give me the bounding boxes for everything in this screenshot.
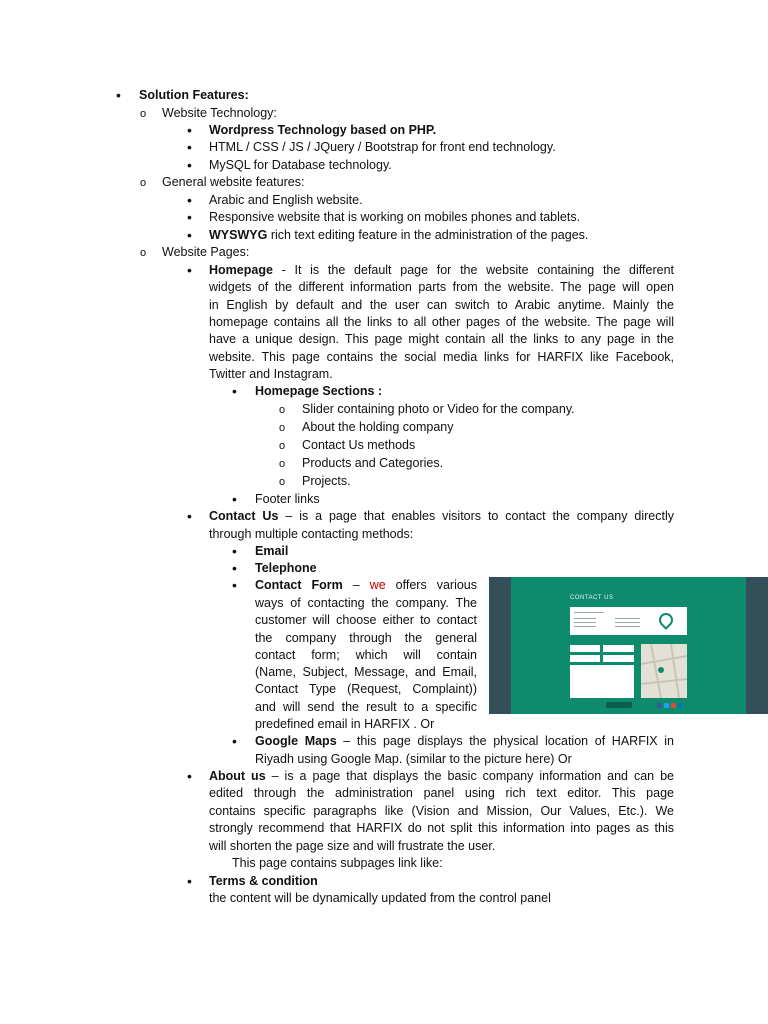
about-us-term: About us <box>209 769 266 783</box>
paragraph-line: Riyadh using Google Map. (similar to the picture here) Or <box>255 752 572 766</box>
paragraph-text: – is a page that displays the basic company information and can be <box>265 769 674 783</box>
paragraph-line: website. This page contains the social media links for HARFIX like Facebook, <box>209 350 674 364</box>
map-roads <box>641 644 687 698</box>
list-item: Slider containing photo or Video for the company. <box>302 402 575 416</box>
list-item: HTML / CSS / JS / JQuery / Bootstrap for front end technology. <box>209 140 556 154</box>
paragraph-line: homepage contains all the links to all other pages of the website. The page will <box>209 315 674 329</box>
paragraph-line: strongly recommend that HARFIX do not split this information into pages as this <box>209 821 674 835</box>
bullet-circle <box>140 174 146 192</box>
wysiwyg-term: WYSWYG <box>209 228 268 242</box>
paragraph-line: (Name, Subject, Message, and Email, <box>255 665 477 679</box>
screenshot-side-panel <box>746 577 768 714</box>
list-item <box>255 383 382 400</box>
text-line <box>574 622 596 623</box>
bullet-dot <box>187 873 192 891</box>
bullet-dot <box>187 122 192 140</box>
email-field <box>570 655 600 662</box>
paragraph-line: Twitter and Instagram. <box>209 367 333 381</box>
list-item: Footer links <box>255 492 320 506</box>
googleplus-icon <box>671 703 676 708</box>
list-item: Telephone <box>255 561 317 575</box>
paragraph-line <box>255 733 674 750</box>
paragraph-line: through multiple contacting methods: <box>209 527 414 541</box>
list-item: Projects. <box>302 474 351 488</box>
paragraph-line: the content will be dynamically updated from the control panel <box>209 891 551 905</box>
paragraph-line: have a unique design. This page might contain all the links to any page in the <box>209 332 674 346</box>
type-field <box>603 655 634 662</box>
paragraph-line <box>209 768 674 785</box>
bullet-dot <box>187 508 192 526</box>
dash: – <box>342 578 370 592</box>
text-line <box>615 622 640 623</box>
paragraph-line: the company through the general <box>255 631 477 645</box>
section-heading: Solution Features: <box>139 88 249 102</box>
text-line <box>615 626 640 627</box>
list-item: MySQL for Database technology. <box>209 158 392 172</box>
text-line <box>574 612 604 613</box>
paragraph-line: predefined email in HARFIX . Or <box>255 717 435 731</box>
screenshot-title: CONTACT US <box>570 595 614 601</box>
homepage-term: Homepage <box>209 263 273 277</box>
google-maps-term: Google Maps <box>255 734 337 748</box>
bullet-circle <box>140 244 146 262</box>
bullet-dot <box>232 543 237 561</box>
text-line <box>574 626 596 627</box>
paragraph-line <box>209 508 674 525</box>
paragraph-text: – is a page that enables visitors to contact the company directly <box>278 509 675 523</box>
paragraph-line: Contact Type (Request, Complaint)) <box>255 682 477 696</box>
colon: : <box>374 384 383 398</box>
bullet-dot <box>187 192 192 210</box>
subsection-label: Website Pages: <box>162 245 250 259</box>
paragraph-line: will shorten the page size and will frustrate the user. <box>209 839 496 853</box>
map-thumbnail <box>641 644 687 698</box>
bullet-circle <box>279 455 285 473</box>
list-item: Products and Categories. <box>302 456 444 470</box>
bullet-dot <box>116 87 121 105</box>
bullet-dot <box>187 227 192 245</box>
bullet-circle <box>140 105 146 123</box>
bullet-dot <box>187 209 192 227</box>
paragraph-line: This page contains subpages link like: <box>232 856 443 870</box>
list-item: Arabic and English website. <box>209 193 363 207</box>
twitter-icon <box>664 703 669 708</box>
list-item: Contact Us methods <box>302 438 416 452</box>
paragraph-line: ways of contacting the company. The <box>255 596 477 610</box>
paragraph-line: contact form; which will contain <box>255 648 477 662</box>
paragraph-line <box>255 577 477 594</box>
paragraph-line: edited through the administration panel using rich text editor. This page <box>209 786 674 800</box>
bullet-dot <box>232 491 237 509</box>
text-line <box>574 618 596 619</box>
bullet-circle <box>279 401 285 419</box>
linkedin-icon <box>678 703 683 708</box>
send-button <box>606 702 632 708</box>
subsection-label: General website features: <box>162 175 305 189</box>
bullet-dot <box>187 768 192 786</box>
bullet-dot <box>232 383 237 401</box>
bullet-dot <box>232 560 237 578</box>
list-item: Responsive website that is working on mobiles phones and tablets. <box>209 210 581 224</box>
paragraph-line: customer will choose either to contact <box>255 613 477 627</box>
bullet-dot <box>232 733 237 751</box>
paragraph-text: offers various <box>385 578 477 592</box>
list-item: Wordpress Technology based on PHP. <box>209 123 437 137</box>
list-item <box>209 227 588 244</box>
paragraph-line: widgets of the different information parts from the website. The page will open <box>209 280 674 294</box>
list-item: Terms & condition <box>209 874 318 888</box>
message-field <box>570 665 634 698</box>
bullet-dot <box>187 139 192 157</box>
paragraph-line: contains specific paragraphs like (Vision and Mission, Our Values, Etc.). We <box>209 804 674 818</box>
bullet-dot <box>187 262 192 280</box>
paragraph-line: in English by default and the user can switch to Arabic anytime. Mainly the <box>209 298 674 312</box>
bullet-circle <box>279 419 285 437</box>
text-line <box>615 618 640 619</box>
name-field <box>570 645 600 652</box>
highlighted-word: we <box>369 578 386 592</box>
list-item: About the holding company <box>302 420 454 434</box>
subject-field <box>603 645 634 652</box>
contact-form-term: Contact Form <box>255 578 343 592</box>
list-item-text: rich text editing feature in the administration of the pages. <box>267 228 589 242</box>
paragraph-text: – this page displays the physical location of HARFIX in <box>336 734 675 748</box>
list-item: Email <box>255 544 289 558</box>
bullet-dot <box>187 157 192 175</box>
facebook-icon <box>657 703 662 708</box>
paragraph-line <box>209 262 674 279</box>
screenshot-side-panel <box>489 577 511 714</box>
contact-us-screenshot <box>489 577 768 714</box>
homepage-sections-term: Homepage Sections <box>255 384 375 398</box>
contact-us-term: Contact Us <box>209 509 279 523</box>
bullet-circle <box>279 473 285 491</box>
paragraph-text: - It is the default page for the website containing the different <box>272 263 674 277</box>
paragraph-line: and will send the result to a specific <box>255 700 477 714</box>
bullet-dot <box>232 577 237 595</box>
subsection-label: Website Technology: <box>162 106 277 120</box>
bullet-circle <box>279 437 285 455</box>
